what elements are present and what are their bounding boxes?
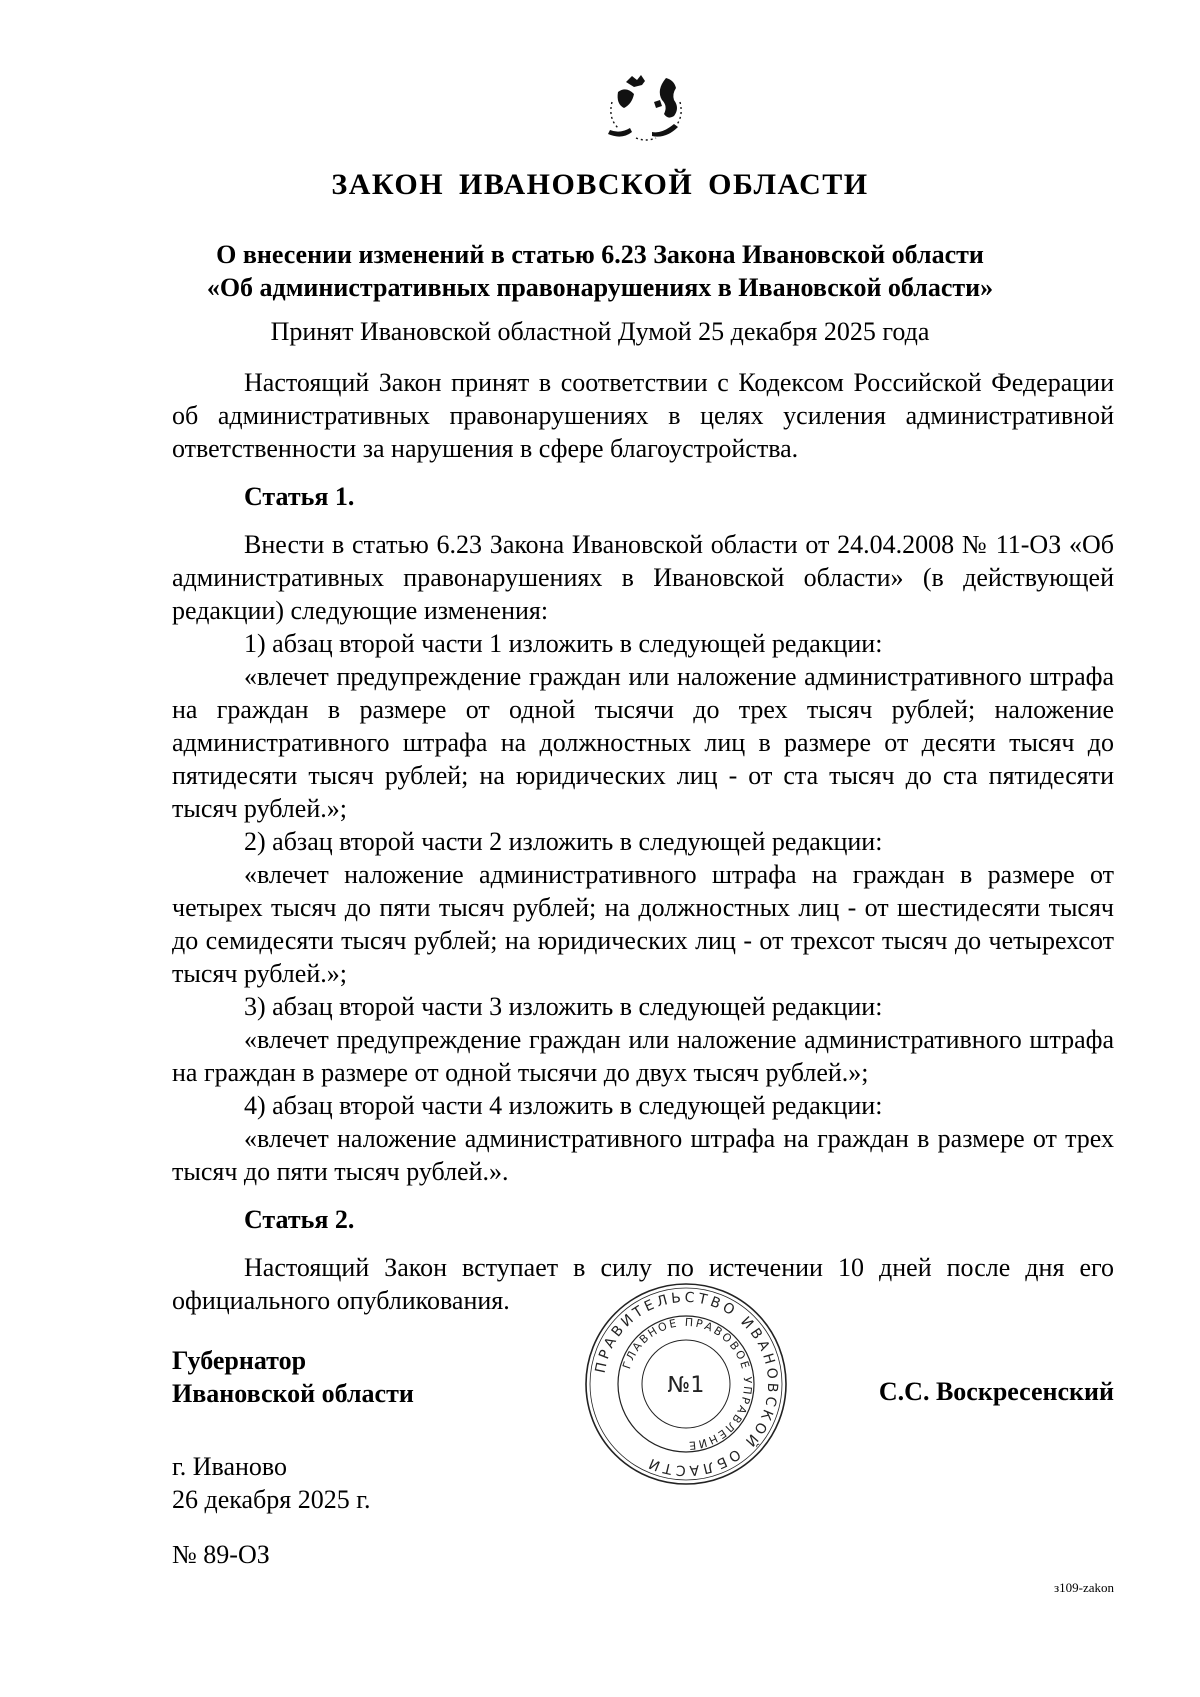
spacer bbox=[172, 1188, 1114, 1203]
spacer bbox=[172, 513, 1114, 528]
city: г. Иваново bbox=[172, 1452, 287, 1481]
preamble-paragraph: Настоящий Закон принят в соответствии с Кодексом Российской Федерации об административных правонарушениях в целях усиления административной ответственности за нарушения в сфере благоустройства. bbox=[172, 368, 1114, 463]
signing-date: 26 декабря 2025 г. bbox=[172, 1485, 371, 1514]
place-and-date bbox=[172, 1450, 370, 1516]
amendment-text-2: «влечет наложение административного штрафа на граждан в размере от четырех тысяч до пяти тысяч рублей; на должностных лиц - от шестидесяти тысяч до семидесяти тысяч рублей; на юридических лиц - от трехсот тысяч до четырехсот тысяч рублей.»; bbox=[172, 860, 1114, 988]
amendment-point-4: 4) абзац второй части 4 изложить в следующей редакции: bbox=[244, 1091, 883, 1120]
spacer bbox=[172, 1236, 1114, 1251]
signatory-position-line-1: Губернатор bbox=[172, 1346, 307, 1375]
official-stamp bbox=[580, 1278, 792, 1490]
article-2-text: Настоящий Закон вступает в силу по истечении 10 дней после дня его официального опубликования. bbox=[172, 1253, 1114, 1315]
amendment-text-4: «влечет наложение административного штрафа на граждан в размере от трех тысяч до пяти тысяч рублей.». bbox=[172, 1124, 1114, 1186]
stamp-number: №1 bbox=[667, 1373, 705, 1398]
law-title: ЗАКОН ИВАНОВСКОЙ ОБЛАСТИ bbox=[331, 168, 869, 201]
law-number: № 89-ОЗ bbox=[172, 1540, 270, 1569]
article-2-heading: Статья 2. bbox=[244, 1205, 355, 1234]
law-body bbox=[172, 366, 1114, 1317]
law-subject bbox=[0, 238, 1200, 304]
amendment-point-1: 1) абзац второй части 1 изложить в следующей редакции: bbox=[244, 629, 883, 658]
stamp-inner-text: ГЛАВНОЕ ПРАВОВОЕ УПРАВЛЕНИЕ bbox=[620, 1315, 755, 1453]
article-1-intro: Внести в статью 6.23 Закона Ивановской области от 24.04.2008 № 11-ОЗ «Об административных правонарушениях в Ивановской области» (в действующей редакции) следующие изменения: bbox=[172, 530, 1114, 625]
signatory-name: С.С. Воскресенский bbox=[878, 1377, 1114, 1406]
signatory-position bbox=[172, 1344, 414, 1410]
adoption-statement: Принят Ивановской областной Думой 25 декабря 2025 года bbox=[270, 317, 930, 346]
amendment-point-3: 3) абзац второй части 3 изложить в следующей редакции: bbox=[244, 992, 883, 1021]
spacer bbox=[172, 465, 1114, 480]
amendment-text-1: «влечет предупреждение граждан или наложение административного штрафа на граждан в размере от одной тысячи до трех тысяч рублей; наложение административного штрафа на должностных лиц в размере от десяти тысяч до пятидесяти тысяч рублей; на юридических лиц - от ста тысяч до ста пятидесяти тысяч рублей.»; bbox=[172, 662, 1114, 823]
signatory-position-line-2: Ивановской области bbox=[172, 1379, 414, 1408]
law-subject-line-2: «Об административных правонарушениях в Ивановской области» bbox=[206, 273, 994, 302]
amendment-text-3: «влечет предупреждение граждан или наложение административного штрафа на граждан в размере от одной тысячи до двух тысяч рублей.»; bbox=[172, 1025, 1114, 1087]
article-1-heading: Статья 1. bbox=[244, 482, 355, 511]
coat-of-arms-emblem bbox=[596, 72, 694, 152]
stamp-outer-text: ПРАВИТЕЛЬСТВО ИВАНОВСКОЙ ОБЛАСТИ bbox=[592, 1289, 781, 1479]
amendment-point-2: 2) абзац второй части 2 изложить в следующей редакции: bbox=[244, 827, 883, 856]
document-code: з109-zakon bbox=[1053, 1580, 1114, 1595]
law-subject-line-1: О внесении изменений в статью 6.23 Закона Ивановской области bbox=[216, 240, 984, 269]
